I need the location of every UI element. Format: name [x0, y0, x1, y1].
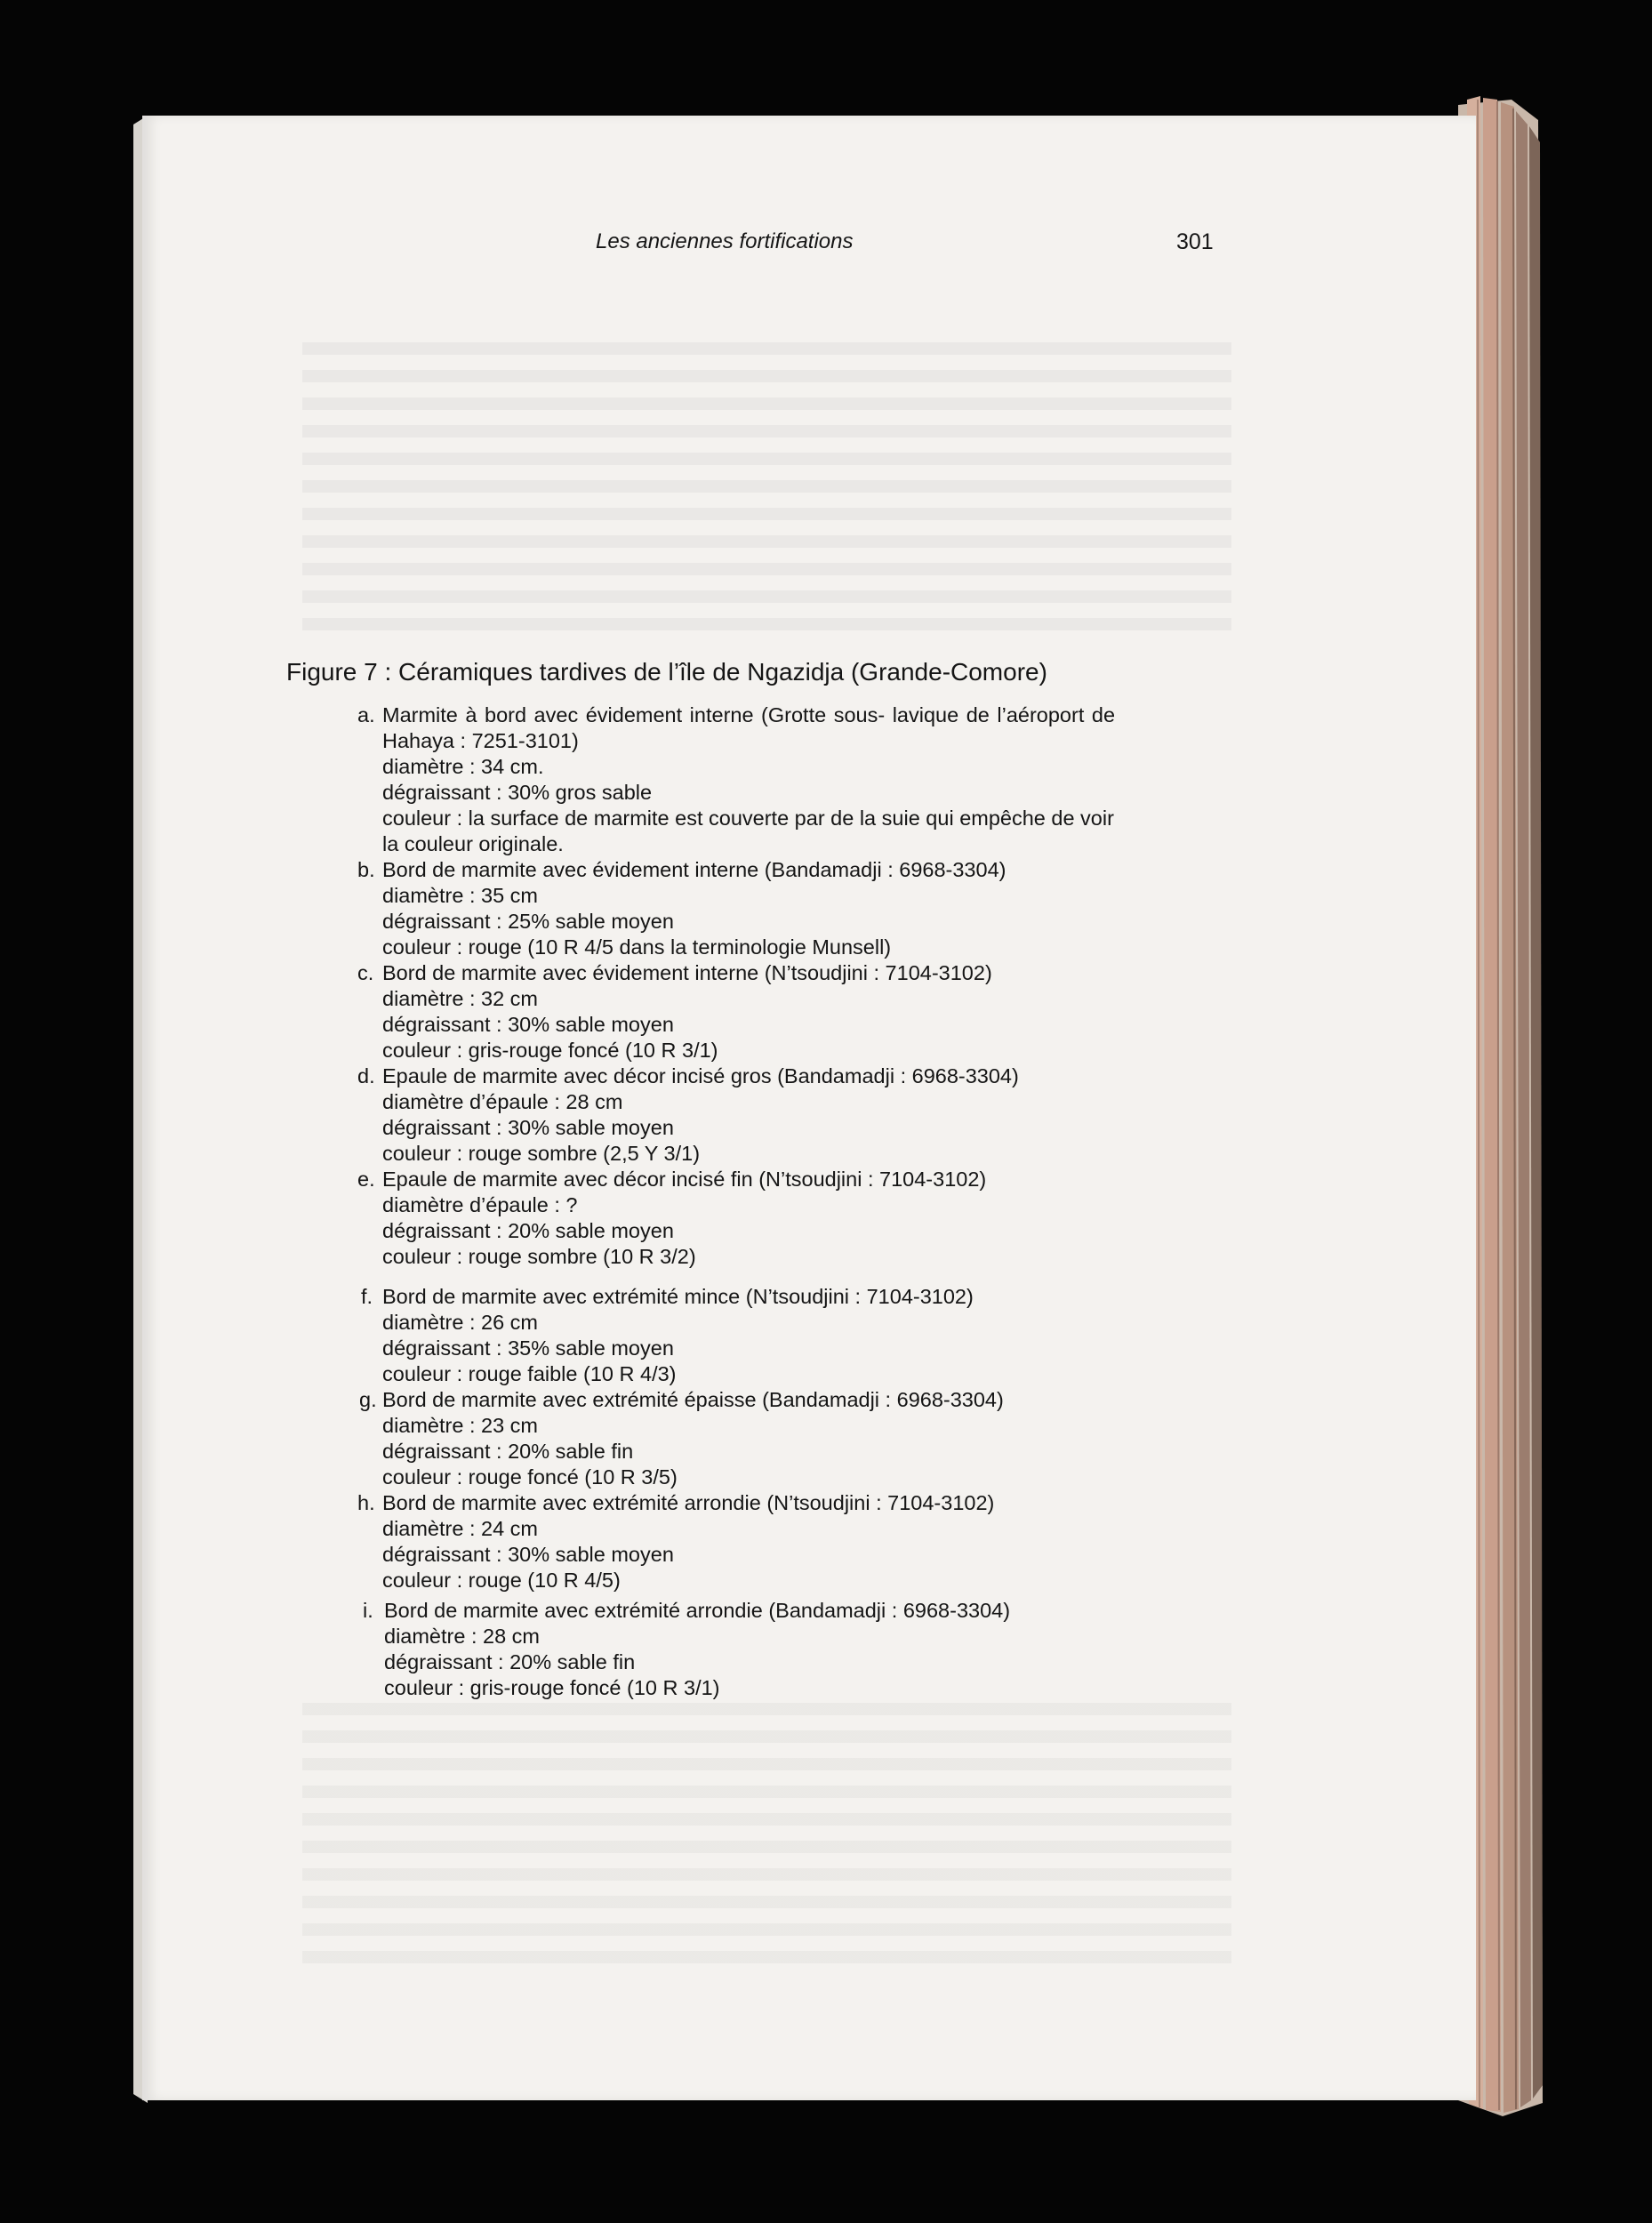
entry-c-line-4: couleur : gris-rouge foncé (10 R 3/1) [382, 1039, 718, 1062]
entry-f-label: f. [361, 1285, 373, 1308]
entry-d-line-1: Epaule de marmite avec décor incisé gros (Bandamadji : 6968-3304) [382, 1064, 1019, 1087]
entry-f-line-1: Bord de marmite avec extrémité mince (N’tsoudjini : 7104-3102) [382, 1285, 974, 1308]
entry-f-line-4: couleur : rouge faible (10 R 4/3) [382, 1362, 677, 1385]
entry-d-label: d. [357, 1064, 375, 1087]
entry-i-line-4: couleur : gris-rouge foncé (10 R 3/1) [384, 1676, 720, 1699]
entry-g-line-1: Bord de marmite avec extrémité épaisse (Bandamadji : 6968-3304) [382, 1388, 1004, 1411]
entry-b-line-2: diamètre : 35 cm [382, 884, 539, 907]
entry-c-line-2: diamètre : 32 cm [382, 987, 539, 1010]
entry-g-line-3: dégraissant : 20% sable fin [382, 1440, 634, 1463]
entry-h-line-4: couleur : rouge (10 R 4/5) [382, 1569, 621, 1592]
entry-a-line-1: Marmite à bord avec évidement interne (Grotte sous- lavique de l’aéroport de [382, 703, 1116, 726]
entry-e-label: e. [357, 1168, 375, 1191]
entry-i-line-2: diamètre : 28 cm [384, 1625, 541, 1648]
entry-c-label: c. [357, 961, 374, 984]
entry-a-line-3: diamètre : 34 cm. [382, 755, 544, 778]
entry-g-line-2: diamètre : 23 cm [382, 1414, 539, 1437]
entry-c-line-3: dégraissant : 30% sable moyen [382, 1013, 674, 1036]
entry-e-line-3: dégraissant : 20% sable moyen [382, 1219, 674, 1242]
entry-e-line-2: diamètre d’épaule : ? [382, 1193, 578, 1216]
entry-c-line-1: Bord de marmite avec évidement interne (N’tsoudjini : 7104-3102) [382, 961, 992, 984]
entry-e-line-1: Epaule de marmite avec décor incisé fin (N’tsoudjini : 7104-3102) [382, 1168, 987, 1191]
figure-caption: Figure 7 : Céramiques tardives de l’île de Ngazidja (Grande-Comore) [286, 658, 1047, 686]
entry-d-line-3: dégraissant : 30% sable moyen [382, 1116, 674, 1139]
entry-a-line-6: la couleur originale. [382, 832, 564, 855]
entry-h-label: h. [357, 1491, 375, 1514]
entry-i-line-1: Bord de marmite avec extrémité arrondie (Bandamadji : 6968-3304) [384, 1599, 1011, 1622]
entry-d-line-2: diamètre d’épaule : 28 cm [382, 1090, 623, 1113]
entry-a-line-5: couleur : la surface de marmite est couverte par de la suie qui empêche de voir [382, 807, 1114, 830]
entry-d-line-4: couleur : rouge sombre (2,5 Y 3/1) [382, 1142, 701, 1165]
entry-g-line-4: couleur : rouge foncé (10 R 3/5) [382, 1465, 678, 1489]
entry-b-label: b. [357, 858, 375, 881]
entry-b-line-1: Bord de marmite avec évidement interne (Bandamadji : 6968-3304) [382, 858, 1006, 881]
entry-h-line-1: Bord de marmite avec extrémité arrondie (N’tsoudjini : 7104-3102) [382, 1491, 995, 1514]
entry-i-label: i. [363, 1599, 373, 1622]
entry-f-line-2: diamètre : 26 cm [382, 1311, 539, 1334]
entry-h-line-2: diamètre : 24 cm [382, 1517, 539, 1540]
entry-a-line-2: Hahaya : 7251-3101) [382, 729, 579, 752]
entry-i-line-3: dégraissant : 20% sable fin [384, 1650, 636, 1673]
entry-b-line-3: dégraissant : 25% sable moyen [382, 910, 674, 933]
entry-b-line-4: couleur : rouge (10 R 4/5 dans la terminologie Munsell) [382, 935, 892, 959]
entry-g-label: g. [359, 1388, 377, 1411]
entry-e-line-4: couleur : rouge sombre (10 R 3/2) [382, 1245, 696, 1268]
entry-h-line-3: dégraissant : 30% sable moyen [382, 1543, 674, 1566]
entry-a-line-4: dégraissant : 30% gros sable [382, 781, 653, 804]
entry-a-label: a. [357, 703, 375, 726]
entry-f-line-3: dégraissant : 35% sable moyen [382, 1336, 674, 1360]
page-number: 301 [1176, 229, 1214, 254]
running-header-title: Les anciennes fortifications [596, 229, 854, 253]
